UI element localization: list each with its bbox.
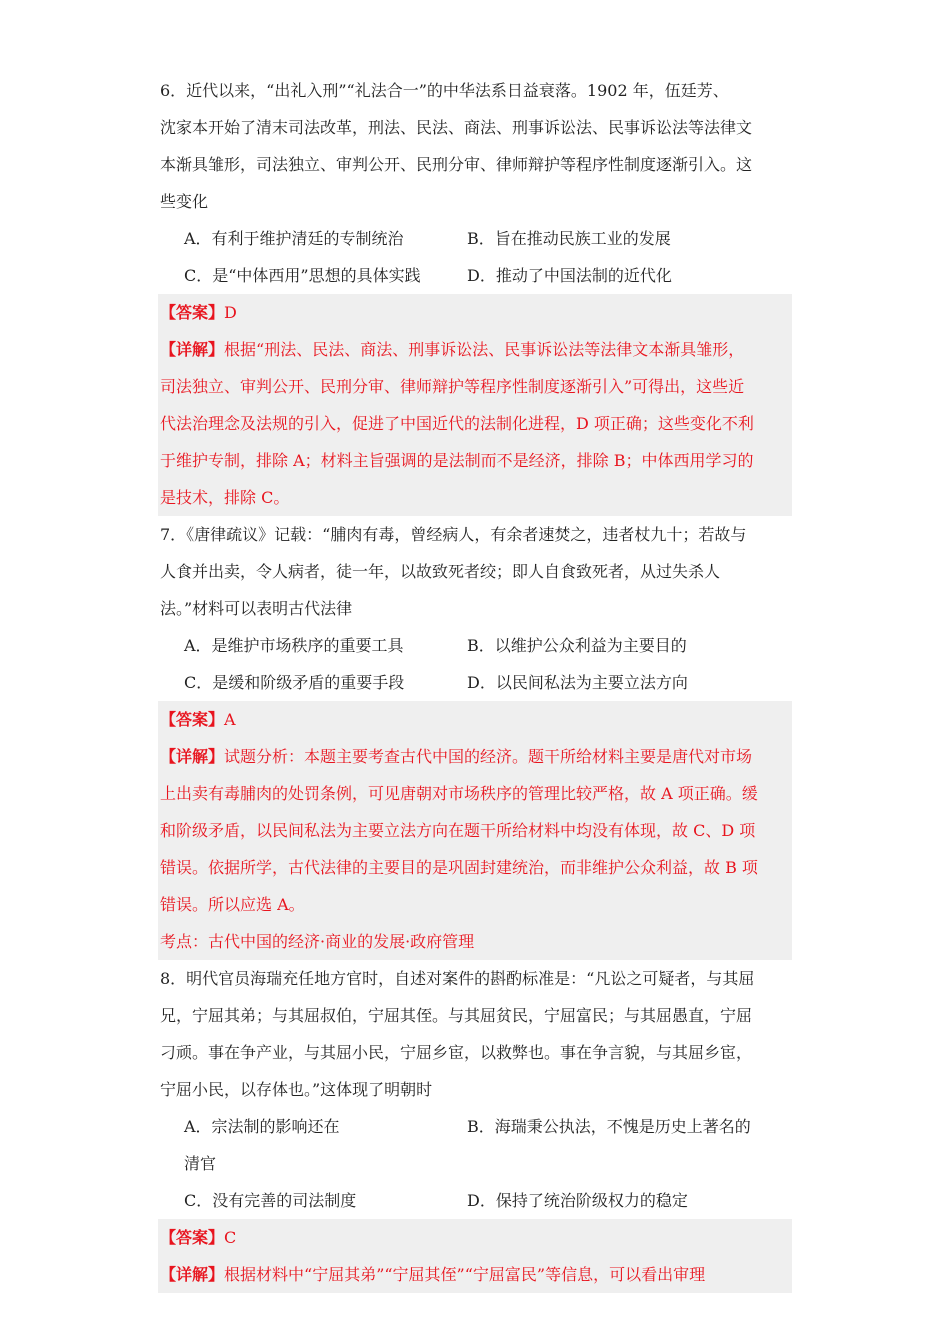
option-b: B．旨在推动民族工业的发展 xyxy=(467,229,671,248)
detail-line: 是技术，排除 C。 xyxy=(160,488,290,507)
answer-value: C xyxy=(224,1228,237,1247)
detail-text: 根据“刑法、民法、商法、刑事诉讼法、民事诉讼法等法律文本渐具雏形， xyxy=(224,340,745,359)
option-c: C．是“中体西用”思想的具体实践 xyxy=(184,266,421,285)
detail-line: 上出卖有毒脯肉的处罚条例，可见唐朝对市场秩序的管理比较严格，故 A 项正确。缓 xyxy=(160,784,758,803)
options-row xyxy=(160,220,792,257)
options-row xyxy=(160,1108,792,1145)
options-row xyxy=(160,257,792,294)
question-stem-line: 法。”材料可以表明古代法律 xyxy=(160,599,353,618)
detail-line xyxy=(160,331,792,368)
question-stem-line: 刁顽。事在争产业，与其屈小民，宁屈乡宦，以救弊也。事在争言貌，与其屈乡宦， xyxy=(160,1043,753,1062)
answer-block xyxy=(158,701,792,960)
detail-line: 代法治理念及法规的引入，促进了中国近代的法制化进程，D 项正确；这些变化不利 xyxy=(160,414,754,433)
detail-line xyxy=(160,1256,792,1293)
question-8 xyxy=(160,960,792,1293)
option-a: A．宗法制的影响还在 xyxy=(184,1117,340,1136)
answer-tag: 【答案】 xyxy=(160,303,225,322)
options-row xyxy=(160,627,792,664)
options-row xyxy=(160,664,792,701)
question-stem-line: 宁屈小民，以存体也。”这体现了明朝时 xyxy=(160,1080,433,1099)
question-stem-line: 8．明代官员海瑞充任地方官时，自述对案件的斟酌标准是：“凡讼之可疑者，与其屈 xyxy=(160,969,755,988)
answer-block xyxy=(158,1219,792,1293)
option-d: D．推动了中国法制的近代化 xyxy=(467,266,672,285)
question-7 xyxy=(160,516,792,960)
option-d: D．保持了统治阶级权力的稳定 xyxy=(467,1191,688,1210)
detail-line: 和阶级矛盾，以民间私法为主要立法方向在题干所给材料中均没有体现，故 C、D 项 xyxy=(160,821,756,840)
question-stem-line: 人食并出卖，令人病者，徒一年，以故致死者绞；即人自食致死者，从过失杀人 xyxy=(160,562,721,581)
answer-tag: 【答案】 xyxy=(160,1228,225,1247)
option-a: A．是维护市场秩序的重要工具 xyxy=(184,636,404,655)
detail-tag: 【详解】 xyxy=(160,340,225,359)
answer-line xyxy=(160,1219,792,1256)
option-b-continuation: 清官 xyxy=(184,1154,217,1173)
question-stem-line: 7．《唐律疏议》记载：“脯肉有毒，曾经病人，有余者速焚之，违者杖九十；若故与 xyxy=(160,525,747,544)
question-stem-line: 6．近代以来，“出礼入刑”“礼法合一”的中华法系日益衰落。1902 年，伍廷芳、 xyxy=(160,81,729,100)
answer-value: A xyxy=(224,710,236,729)
answer-line xyxy=(160,294,792,331)
question-stem-line: 些变化 xyxy=(160,192,209,211)
question-stem-line: 沈家本开始了清末司法改革，刑法、民法、商法、刑事诉讼法、民事诉讼法等法律文 xyxy=(160,118,753,137)
detail-text: 试题分析：本题主要考查古代中国的经济。题干所给材料主要是唐代对市场 xyxy=(224,747,753,766)
option-b: B．海瑞秉公执法，不愧是历史上著名的 xyxy=(467,1117,751,1136)
option-c: C．没有完善的司法制度 xyxy=(184,1191,357,1210)
document-page xyxy=(160,72,792,1293)
detail-line: 错误。所以应选 A。 xyxy=(160,895,305,914)
detail-tag: 【详解】 xyxy=(160,747,225,766)
answer-value: D xyxy=(224,303,237,322)
question-6 xyxy=(160,72,792,516)
knowledge-point: 考点：古代中国的经济·商业的发展·政府管理 xyxy=(160,932,475,951)
answer-tag: 【答案】 xyxy=(160,710,225,729)
detail-line: 司法独立、审判公开、民刑分审、律师辩护等程序性制度逐渐引入”可得出，这些近 xyxy=(160,377,745,396)
question-stem-line: 本渐具雏形，司法独立、审判公开、民刑分审、律师辩护等程序性制度逐渐引入。这 xyxy=(160,155,753,174)
detail-line: 错误。依据所学，古代法律的主要目的是巩固封建统治，而非维护公众利益，故 B 项 xyxy=(160,858,758,877)
option-a: A．有利于维护清廷的专制统治 xyxy=(184,229,404,248)
detail-line: 于维护专制，排除 A；材料主旨强调的是法制而不是经济，排除 B；中体西用学习的 xyxy=(160,451,754,470)
detail-tag: 【详解】 xyxy=(160,1265,225,1284)
options-row xyxy=(160,1182,792,1219)
detail-text: 根据材料中“宁屈其弟”“宁屈其侄”“宁屈富民”等信息，可以看出审理 xyxy=(224,1265,706,1284)
option-b: B．以维护公众利益为主要目的 xyxy=(467,636,687,655)
option-d: D．以民间私法为主要立法方向 xyxy=(467,673,688,692)
answer-line xyxy=(160,701,792,738)
option-c: C．是缓和阶级矛盾的重要手段 xyxy=(184,673,405,692)
question-stem-line: 兄，宁屈其弟；与其屈叔伯，宁屈其侄。与其屈贫民，宁屈富民；与其屈愚直，宁屈 xyxy=(160,1006,753,1025)
detail-line xyxy=(160,738,792,775)
answer-block xyxy=(158,294,792,516)
